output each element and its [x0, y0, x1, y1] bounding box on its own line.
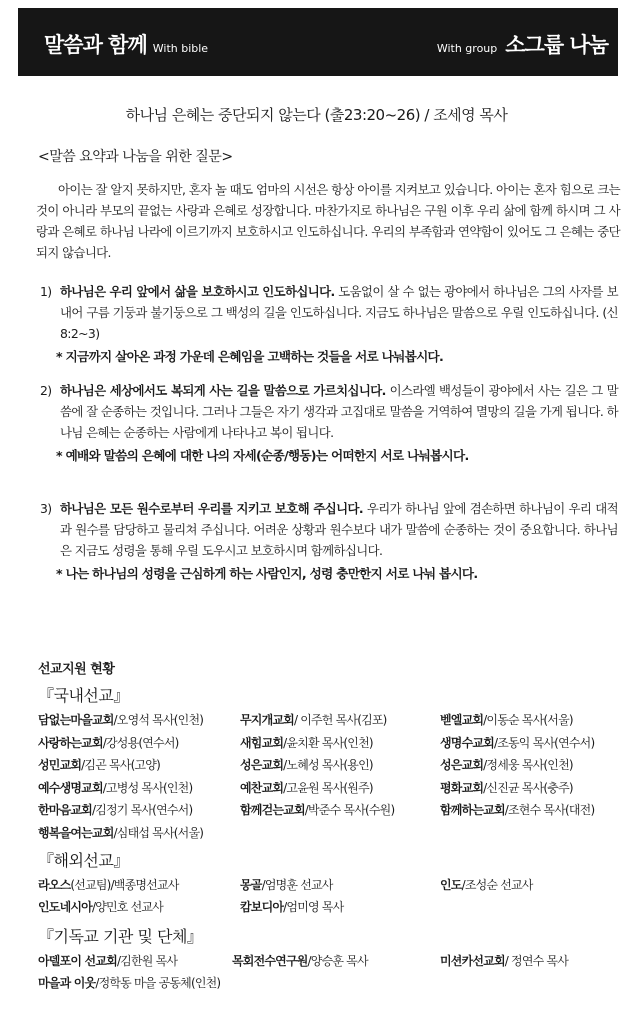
mission-entry: 사랑하는교회/강성용(연수서)	[38, 736, 179, 750]
mission-entry: 벧엘교회/이동순 목사(서울)	[440, 713, 573, 727]
header-left	[44, 29, 208, 59]
header-left-sub: With bible	[152, 42, 209, 55]
point-number: 1)	[40, 284, 52, 299]
mission-entry: 함께하는교회/조현수 목사(대전)	[440, 803, 595, 817]
mission-entry: 예수생명교회/고병성 목사(인천)	[38, 781, 193, 795]
point-body	[60, 281, 618, 344]
mission-entry: 평화교회/신진균 목사(충주)	[440, 781, 573, 795]
mission-entry: 새힘교회/윤치환 목사(인천)	[240, 736, 373, 750]
mission-entry: 라오스(선교팀)/백종명선교사	[38, 878, 179, 892]
mission-entry: 인도/조성순 선교사	[440, 878, 533, 892]
mission-entry: 담없는마을교회/오영석 목사(인천)	[38, 713, 204, 727]
domestic-mission-title: 『국내선교』	[38, 686, 129, 705]
mission-entry: 성민교회/김곤 목사(고양)	[38, 758, 160, 772]
mission-entry: 생명수교회/조동익 목사(연수서)	[440, 736, 595, 750]
mission-entry: 아델포이 선교회/김한원 목사	[38, 954, 178, 968]
point-lead: 하나님은 모든 원수로부터 우리를 지키고 보호해 주십니다.	[60, 501, 363, 516]
point-lead: 하나님은 우리 앞에서 삶을 보호하시고 인도하십니다.	[60, 284, 335, 299]
sermon-point-3	[40, 498, 618, 584]
header-right-sub: With group	[436, 42, 498, 55]
sermon-title: 하나님 은혜는 중단되지 않는다 (출23:20~26) / 조세영 목사	[125, 106, 508, 124]
sermon-intro: 아이는 잘 알지 못하지만, 혼자 놀 때도 엄마의 시선은 항상 아이를 지켜보고 있습니다. 아이는 혼자 힘으로 크는 것이 아니라 부모의 끝없는 사랑과 은혜로 성장합니다. 마찬가지로 하나님은 구원 이후 우리 삶에 함께 하시며 그 사랑과 은혜로 하나님 나라에 이르기까지 보호하시고 인도하십니다. 우리의 부족함과 연약함이 있어도 그 은혜는 중단되지 않습니다.	[36, 182, 620, 260]
header-right	[437, 29, 608, 59]
sermon-subtitle: <말씀 요약과 나눔을 위한 질문>	[38, 149, 233, 165]
mission-entry: 성은교회/노혜성 목사(용인)	[240, 758, 373, 772]
point-question: * 지금까지 살아온 과정 가운데 은혜임을 고백하는 것들을 서로 나눠봅시다.	[56, 349, 444, 364]
mission-entry: 예찬교회/고윤원 목사(원주)	[240, 781, 373, 795]
sermon-point-1	[40, 281, 618, 367]
organizations-title: 『기독교 기관 및 단체』	[38, 927, 203, 946]
mission-entry: 무지개교회/ 이주헌 목사(김포)	[240, 713, 387, 727]
header-left-title: 말씀과 함께	[44, 33, 147, 57]
mission-entry: 미션카선교회/ 정연수 목사	[440, 954, 568, 968]
point-text: 우리가 하나님 앞에 겸손하면 하나님이 우리 대적과 원수를 담당하고 물리쳐 주십니다. 어려운 상황과 원수보다 내가 말씀에 순종하는 것이 중요합니다. 하나님은 지금도 성령을 통해 우릴 도우시고 보호하시며 함께하십니다.	[60, 501, 618, 558]
mission-entry: 캄보디아/엄미영 목사	[240, 900, 344, 914]
mission-support-title: 선교지원 현황	[38, 662, 115, 677]
point-text: 도움없이 살 수 없는 광야에서 하나님은 그의 사자를 보내어 구름 기둥과 불기둥으로 그 백성의 길을 인도하십니다. 지금도 하나님은 말씀으로 우릴 인도하십니다. (신8:2~3)	[60, 284, 618, 341]
overseas-mission-title: 『해외선교』	[38, 851, 129, 870]
mission-entry: 한마음교회/김정기 목사(연수서)	[38, 803, 193, 817]
point-question: * 예배와 말씀의 은혜에 대한 나의 자세(순종/행동)는 어떠한지 서로 나눠봅시다.	[56, 448, 469, 463]
point-body	[60, 380, 618, 443]
point-body	[60, 498, 618, 561]
header-right-title: 소그룹 나눔	[505, 33, 608, 57]
sermon-point-2	[40, 380, 618, 466]
mission-entry: 성은교회/정세웅 목사(인천)	[440, 758, 573, 772]
mission-entry: 함께걷는교회/박준수 목사(수원)	[240, 803, 395, 817]
mission-entry: 마을과 이웃/정학동 마을 공동체(인천)	[38, 976, 221, 990]
point-number: 3)	[40, 501, 52, 516]
mission-entry: 목회전수연구원/양승훈 목사	[232, 954, 368, 968]
mission-entry: 인도네시아/양민호 선교사	[38, 900, 163, 914]
page-header	[18, 8, 618, 76]
point-text: 이스라엘 백성들이 광야에서 사는 길은 그 말씀에 잘 순종하는 것입니다. 그러나 그들은 자기 생각과 고집대로 말씀을 거역하여 멸망의 길을 가게 됩니다. 하나님 은혜는 순종하는 사람에게 나타나고 복이 됩니다.	[60, 383, 618, 440]
point-lead: 하나님은 세상에서도 복되게 사는 길을 말씀으로 가르치십니다.	[60, 383, 386, 398]
point-question: * 나는 하나님의 성령을 근심하게 하는 사람인지, 성령 충만한지 서로 나눠 봅시다.	[56, 566, 478, 581]
mission-entry: 몽골/엄명훈 선교사	[240, 878, 333, 892]
point-number: 2)	[40, 383, 52, 398]
mission-entry: 행복을여는교회/심태섭 목사(서울)	[38, 826, 204, 840]
